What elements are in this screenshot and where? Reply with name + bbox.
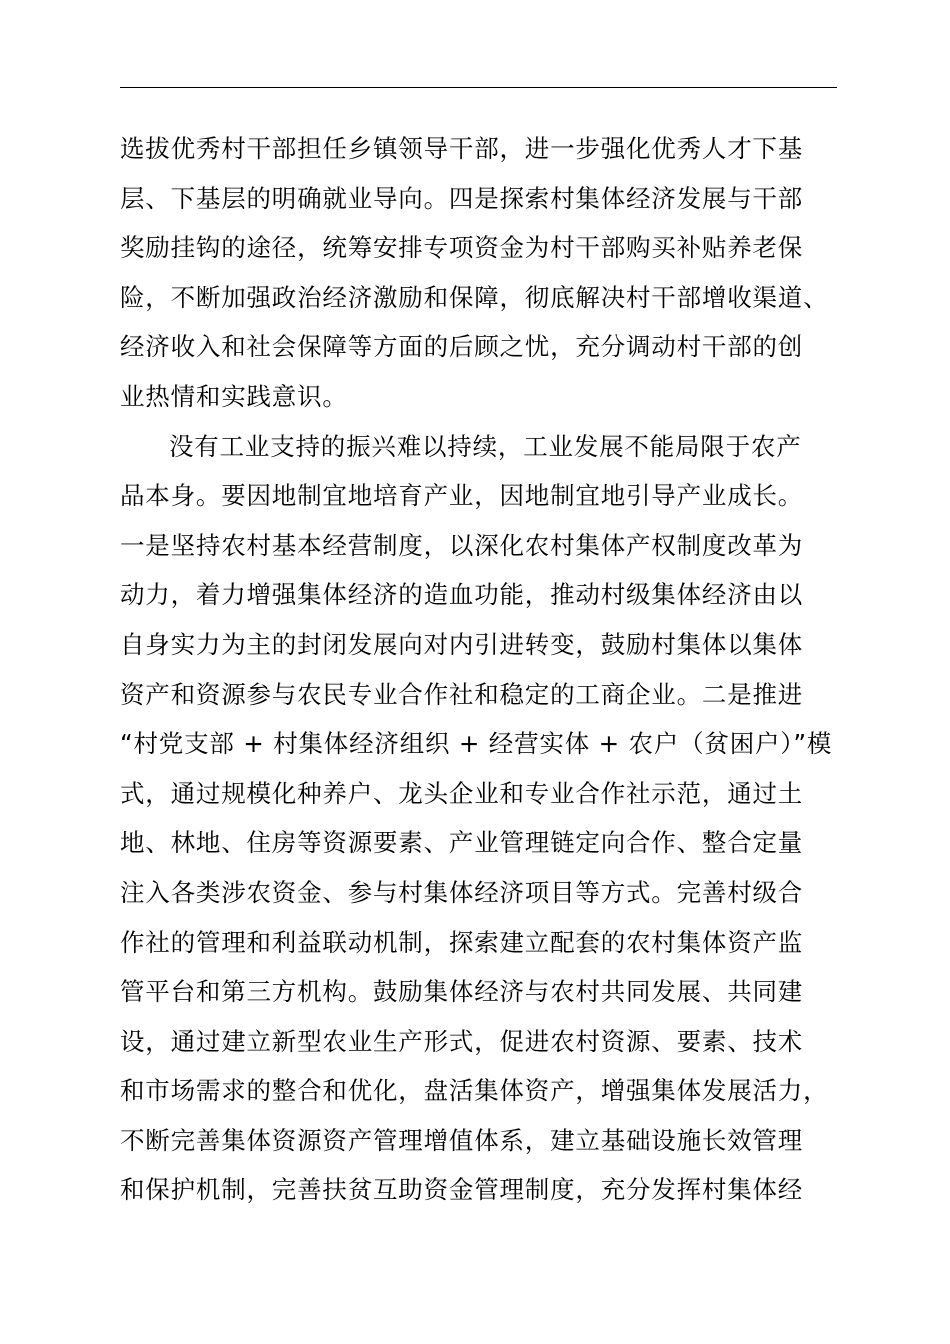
text-line: 式，通过规模化种养户、龙头企业和专业合作社示范，通过土	[120, 778, 804, 808]
text-line: 选拔优秀村干部担任乡镇领导干部，进一步强化优秀人才下基	[120, 134, 804, 163]
text-line: 一是坚持农村基本经营制度，以深化农村集体产权制度改革为	[120, 530, 804, 560]
text-line: 设，通过建立新型农业生产形式，促进农村资源、要素、技术	[120, 1026, 804, 1056]
text-line: 没有工业支持的振兴难以持续，工业发展不能局限于农产	[169, 431, 802, 461]
text-line: 自身实力为主的封闭发展向对内引进转变，鼓励村集体以集体	[120, 629, 804, 659]
text-line: 和保护机制，完善扶贫互助资金管理制度，充分发挥村集体经	[120, 1175, 804, 1205]
text-line: 层、下基层的明确就业导向。四是探索村集体经济发展与干部	[120, 183, 804, 213]
header-rule	[120, 87, 837, 88]
text-line: 经济收入和社会保障等方面的后顾之忧，充分调动村干部的创	[120, 332, 804, 362]
text-line: 作社的管理和利益联动机制，探索建立配套的农村集体资产监	[120, 927, 804, 957]
text-line: 和市场需求的整合和优化，盘活集体资产，增强集体发展活力，	[120, 1076, 829, 1106]
text-line: 管平台和第三方机构。鼓励集体经济与农村共同发展、共同建	[120, 977, 804, 1007]
text-line: 险，不断加强政治经济激励和保障，彻底解决村干部增收渠道、	[120, 282, 829, 312]
text-line: 品本身。要因地制宜地培育产业，因地制宜地引导产业成长。	[120, 481, 804, 511]
text-line: 不断完善集体资源资产管理增值体系，建立基础设施长效管理	[120, 1125, 804, 1155]
text-line: 动力，着力增强集体经济的造血功能，推动村级集体经济由以	[120, 580, 804, 610]
text-line: 注入各类涉农资金、参与村集体经济项目等方式。完善村级合	[120, 877, 804, 907]
document-body	[120, 124, 860, 1215]
text-line: 业热情和实践意识。	[120, 381, 348, 411]
text-line: “村党支部 + 村集体经济组织 + 经营实体 + 农户（贫困户）”模	[120, 729, 833, 759]
text-line: 奖励挂钩的途径，统筹安排专项资金为村干部购买补贴养老保	[120, 233, 804, 263]
text-line: 地、林地、住房等资源要素、产业管理链定向合作、整合定量	[120, 828, 804, 858]
text-line: 资产和资源参与农民专业合作社和稳定的工商企业。二是推进	[120, 679, 804, 709]
